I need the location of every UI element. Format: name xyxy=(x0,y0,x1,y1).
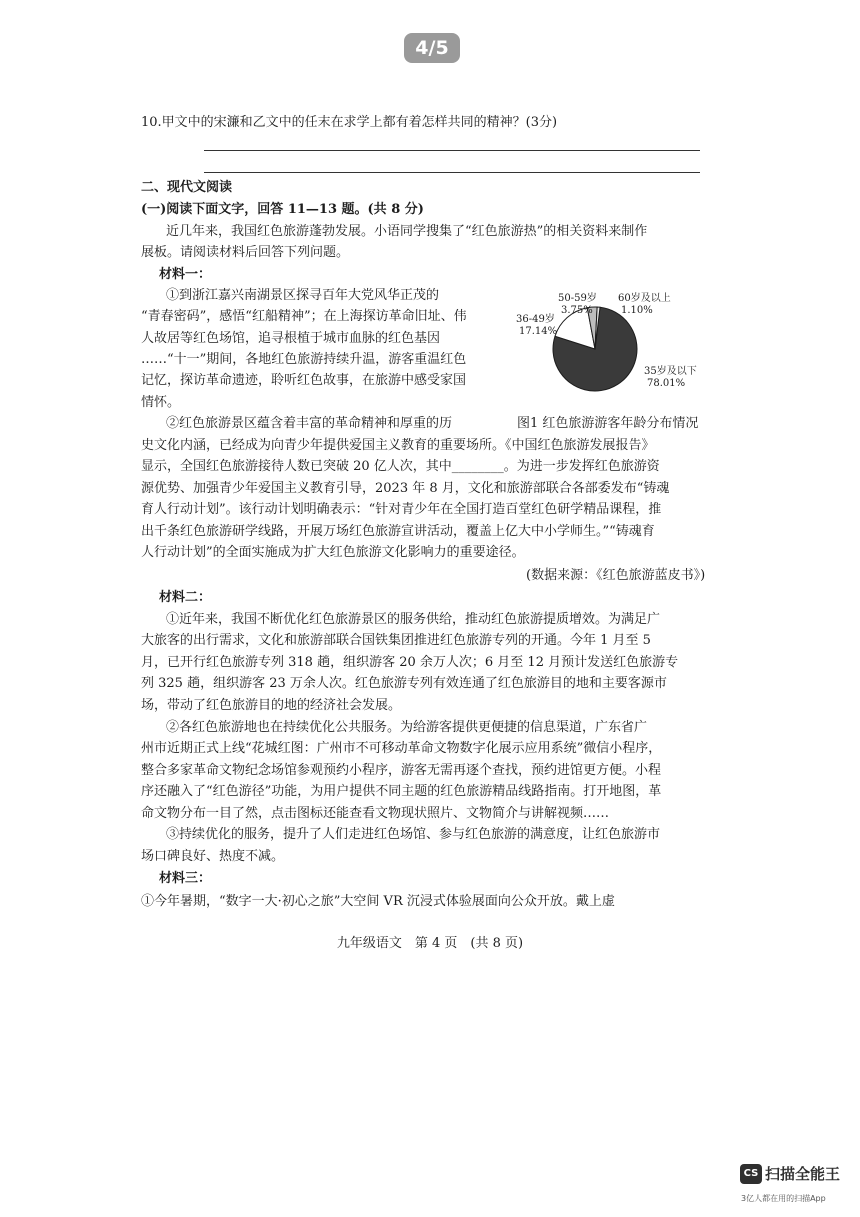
page-footer: 九年级语文 第 4 页 (共 8 页) xyxy=(336,936,524,951)
age-distribution-pie-chart xyxy=(500,287,710,407)
page-indicator: 4/5 xyxy=(404,33,460,63)
pie-slice-value: 17.14% xyxy=(519,326,558,337)
material1-line: 史文化内涵，已经成为向青少年提供爱国主义教育的重要场所。《中国红色旅游发展报告》 xyxy=(141,438,655,453)
scanner-tagline: 3亿人都在用的扫描App xyxy=(741,1194,826,1203)
material2-line: 列 325 趟，组织游客 23 万余人次。红色旅游专列有效连通了红色旅游目的地和主要客源市 xyxy=(141,676,667,691)
intro-line: 近几年来，我国红色旅游蓬勃发展。小语同学搜集了“红色旅游热”的相关资料来制作 xyxy=(166,224,648,239)
subsection-heading: (一)阅读下面文字，回答 11—13 题。(共 8 分) xyxy=(141,202,424,217)
figure-caption: 图1 红色旅游游客年龄分布情况 xyxy=(517,416,699,431)
pie-slice-value: 3.75% xyxy=(561,305,593,316)
material1-line: 育人行动计划”。该行动计划明确表示：“针对青少年在全国打造百堂红色研学精品课程，推 xyxy=(141,502,662,517)
material2-line: 州市近期正式上线“花城红图：广州市不可移动革命文物数字化展示应用系统”微信小程序， xyxy=(141,741,662,756)
material2-line: 场口碑良好、热度不减。 xyxy=(141,849,285,864)
pie-slice-value: 78.01% xyxy=(647,378,686,389)
material1-line: 源优势、加强青少年爱国主义教育引导，2023 年 8 月，文化和旅游部联合各部委发布“铸魂 xyxy=(141,481,670,496)
material1-line: 人故居等红色场馆，追寻根植于城市血脉的红色基因 xyxy=(141,331,441,346)
answer-line-2 xyxy=(204,172,700,173)
material1-line: 显示，全国红色旅游接待人数已突破 20 亿人次，其中________。为进一步发挥红色旅游资 xyxy=(141,459,660,474)
material2-line: ③持续优化的服务，提升了人们走进红色场馆、参与红色旅游的满意度，让红色旅游市 xyxy=(166,827,661,842)
pie-slice-label: 60岁及以上 xyxy=(618,293,671,304)
material2-line: ①近年来，我国不断优化红色旅游景区的服务供给，推动红色旅游提质增效。为满足广 xyxy=(166,612,661,627)
intro-line: 展板。请阅读材料后回答下列问题。 xyxy=(141,245,350,260)
material2-line: 命文物分布一目了然，点击图标还能查看文物现状照片、文物简介与讲解视频…… xyxy=(141,806,610,821)
material2-label: 材料二： xyxy=(159,590,212,605)
material2-line: 月，已开行红色旅游专列 318 趟，组织游客 20 余万人次；6 月至 12 月预计发送红色旅游专 xyxy=(141,655,679,670)
answer-line-1 xyxy=(204,150,700,151)
source-note: (数据来源：《红色旅游蓝皮书》) xyxy=(526,568,706,583)
material1-line: ……“十一”期间，各地红色旅游持续升温，游客重温红色 xyxy=(141,352,467,367)
pie-slice-label: 36-49岁 xyxy=(516,314,555,325)
material1-line: 出千条红色旅游研学线路，开展万场红色旅游宣讲活动，覆盖上亿大中小学师生。”“铸魂育 xyxy=(141,524,655,539)
material2-line: ②各红色旅游地也在持续优化公共服务。为给游客提供更便捷的信息渠道，广东省广 xyxy=(166,720,648,735)
material1-line: “青春密码”，感悟“红船精神”；在上海探访革命旧址、伟 xyxy=(141,309,467,324)
material2-line: 场，带动了红色旅游目的地的经济社会发展。 xyxy=(141,698,402,713)
material1-line: ①到浙江嘉兴南湖景区探寻百年大党风华正茂的 xyxy=(166,288,440,303)
material1-line: ②红色旅游景区蕴含着丰富的革命精神和厚重的历 xyxy=(166,416,453,431)
question-10: 10.甲文中的宋濂和乙文中的任末在求学上都有着怎样共同的精神？(3分) xyxy=(141,115,558,130)
pie-slice-value: 1.10% xyxy=(621,305,653,316)
scanner-watermark xyxy=(740,1163,840,1184)
material3-line: ①今年暑期，“数字一大·初心之旅”大空间 VR 沉浸式体验展面向公众开放。戴上虚 xyxy=(141,894,615,909)
material1-line: 情怀。 xyxy=(141,395,181,410)
pie-slice-label: 50-59岁 xyxy=(558,293,597,304)
material3-label: 材料三： xyxy=(159,871,212,886)
material2-line: 整合多家革命文物纪念场馆参观预约小程序，游客无需再逐个查找，预约进馆更方便。小程 xyxy=(141,763,662,778)
scanner-logo-icon: CS xyxy=(740,1164,762,1184)
scanner-app-name: 扫描全能王 xyxy=(765,1165,841,1183)
material1-label: 材料一： xyxy=(159,267,212,282)
pie-slice-label: 35岁及以下 xyxy=(644,366,697,377)
material1-line: 人行动计划”的全面实施成为扩大红色旅游文化影响力的重要途径。 xyxy=(141,545,525,560)
material1-line: 记忆，探访革命遗迹，聆听红色故事，在旅游中感受家国 xyxy=(141,373,467,388)
section-heading: 二、现代文阅读 xyxy=(141,180,233,195)
material2-line: 大旅客的出行需求，文化和旅游部联合国铁集团推进红色旅游专列的开通。今年 1 月至 5 xyxy=(141,633,651,648)
material2-line: 序还融入了“红色游径”功能，为用户提供不同主题的红色旅游精品线路指南。打开地图，革 xyxy=(141,784,662,799)
